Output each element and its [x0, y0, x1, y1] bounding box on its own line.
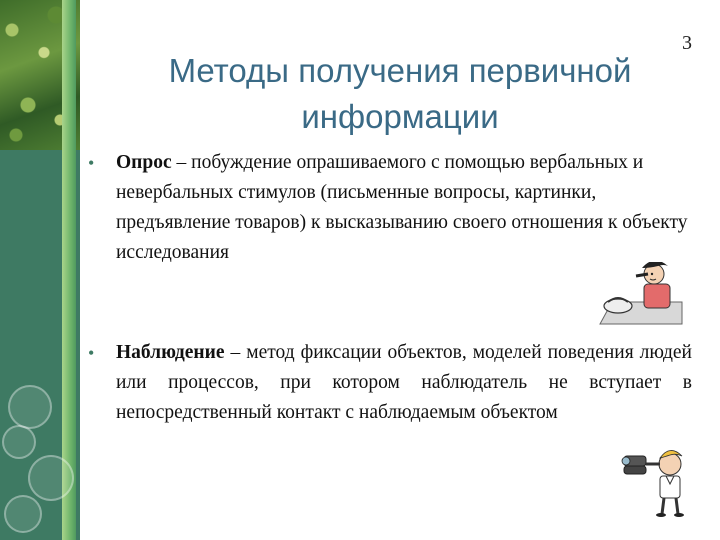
bullet-term: Наблюдение [116, 342, 225, 363]
decor-circle [2, 425, 36, 459]
left-decorative-band [0, 0, 80, 540]
bullet-icon: • [88, 153, 95, 173]
page-number: 3 [682, 32, 692, 54]
person-with-binoculars-icon [620, 448, 692, 520]
person-on-phone-icon [592, 262, 688, 328]
title-line-2: информации [301, 98, 499, 135]
decor-circle [8, 385, 52, 429]
bullet-text: – побуждение опрашиваемого с помощью вербальных и невербальных стимулов (письменные вопросы, картинки, предъявление товаров) к высказыванию своего отношения к объекту исследования [116, 152, 688, 263]
decor-circle [4, 495, 42, 533]
title-line-1: Методы получения первичной [168, 52, 632, 89]
bullet-text: – метод фиксации объектов, моделей поведения людей или процессов, при котором наблюдатель не вступает в непосредственный контакт с наблюдаемым объектом [116, 342, 692, 423]
bullet-icon: • [88, 343, 95, 363]
bullet-term: Опрос [116, 152, 172, 173]
bullet-item-observation [86, 338, 692, 428]
decor-circle [28, 455, 74, 501]
slide-title [110, 48, 690, 140]
